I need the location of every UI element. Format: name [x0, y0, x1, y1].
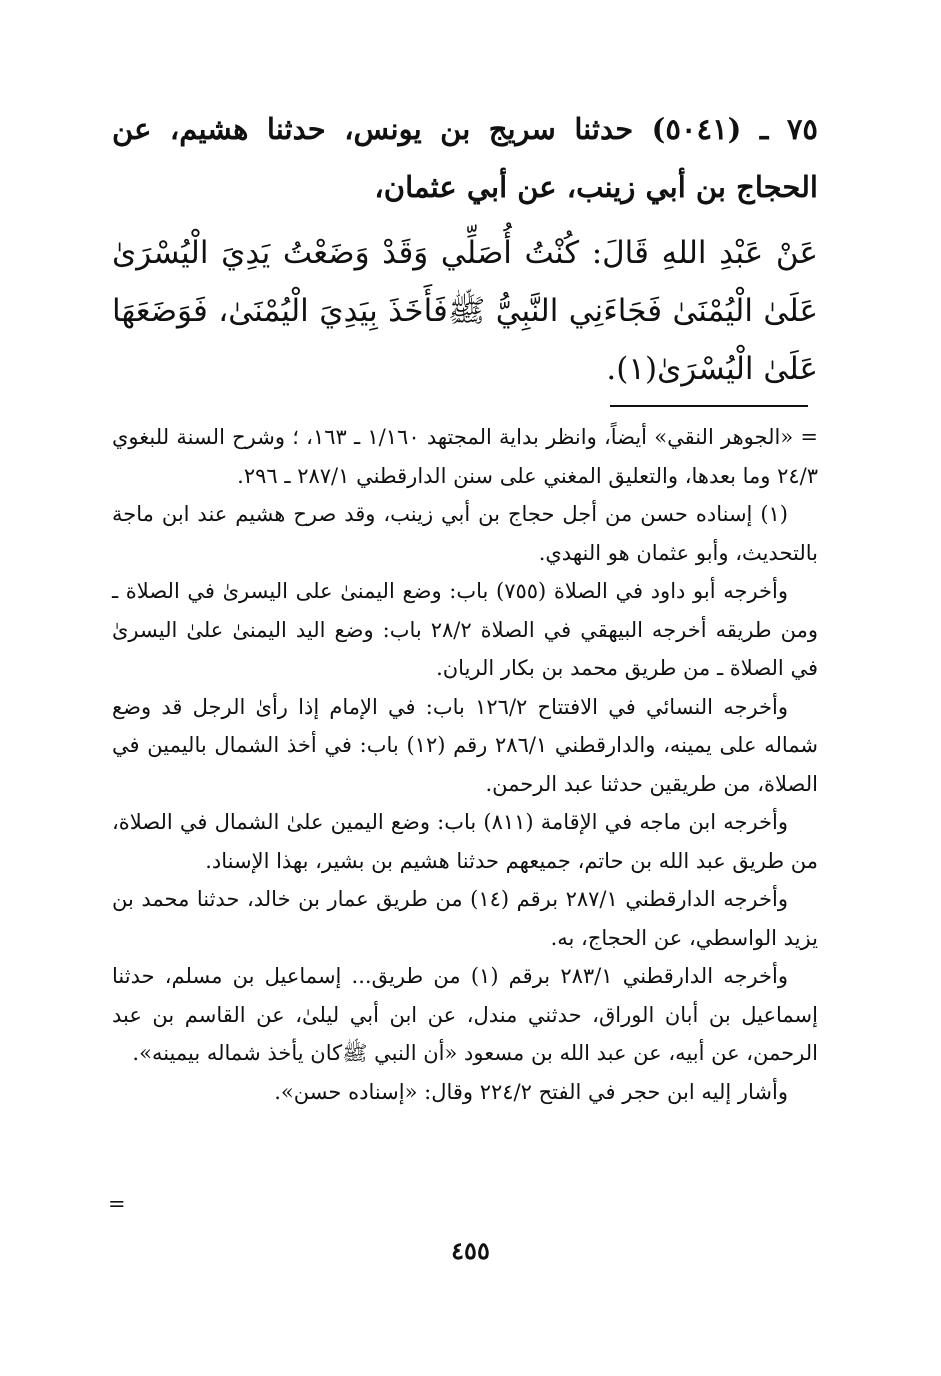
footnote-paragraph: وأخرجه النسائي في الافتتاح ١٢٦/٢ باب: في الإمام إذا رأىٰ الرجل قد وضع شماله على يمينه، والدارقطني ٢٨٦/١ رقم (١٢) باب: في أخذ الشمال باليمين في الصلاة، من طريقين حدثنا عبد الرحمن.: [112, 694, 819, 796]
footnote-separator: [610, 405, 808, 407]
hadith-heading: ٧٥ ـ (٥٠٤١) حدثنا سريج بن يونس، حدثنا هشيم، عن الحجاج بن أبي زينب، عن أبي عثمان،: [112, 112, 818, 204]
footnote-paragraph: وأخرجه الدارقطني ٢٨٣/١ برقم (١) من طريق... إسماعيل بن مسلم، حدثنا إسماعيل بن أبان الوراق، حدثني مندل، عن ابن أبي ليلىٰ، عن القاسم بن عبد الرحمن، عن أبيه، عن عبد الله بن مسعود «أن النبي ﷺكان يأخذ شماله بيمينه».: [112, 964, 818, 1065]
page-number: ٤٥٥: [451, 1236, 490, 1265]
footnote-paragraph: وأخرجه أبو داود في الصلاة (٧٥٥) باب: وضع اليمنىٰ على اليسرىٰ في الصلاة ـ ومن طريقه أخرجه البيهقي في الصلاة ٢٨/٢ باب: وضع اليد اليمنىٰ علىٰ اليسرىٰ في الصلاة ـ من طريق محمد بن بكار الريان.: [112, 579, 818, 680]
hadith-block: [112, 100, 818, 398]
footnote-paragraph: وأشار إليه ابن حجر في الفتح ٢٢٤/٢ وقال: «إسناده حسن».: [274, 1079, 788, 1104]
footnote-paragraph: (١) إسناده حسن من أجل حجاج بن أبي زينب، وقد صرح هشيم عند ابن ماجة بالتحديث، وأبو عثمان هو النهدي.: [112, 502, 818, 565]
footnote-paragraph: وأخرجه ابن ماجه في الإقامة (٨١١) باب: وضع اليمين علىٰ الشمال في الصلاة، من طريق عبد الله بن حاتم، جميعهم حدثنا هشيم بن بشير، بهذا الإسناد.: [112, 810, 818, 873]
continued-mark: =: [108, 1192, 126, 1216]
footnote-paragraph: وأخرجه الدارقطني ٢٨٧/١ برقم (١٤) من طريق عمار بن خالد، حدثنا محمد بن يزيد الواسطي، عن الحجاج، به.: [112, 887, 818, 950]
footnote-carry-over: = «الجوهر النقي» أيضاً، وانظر بداية المجتهد ١/١٦٠ ـ ١٦٣، ؛ وشرح السنة للبغوي ٢٤/٣ وما بعدها، والتعليق المغني على سنن الدارقطني ٢٨٧/١ ـ ٢٩٦.: [112, 425, 818, 488]
hadith-text: عَنْ عَبْدِ اللهِ قَالَ: كُنْتُ أُصَلِّي وَقَدْ وَضَعْتُ يَدِيَ الْيُسْرَىٰ عَلَىٰ الْيُمْنَىٰ فَجَاءَنِي النَّبِيُّ ﷺفَأَخَذَ بِيَدِيَ الْيُمْنَىٰ، فَوَضَعَهَا عَلَىٰ الْيُسْرَىٰ(١).: [112, 235, 818, 387]
footnotes: [112, 418, 818, 1111]
